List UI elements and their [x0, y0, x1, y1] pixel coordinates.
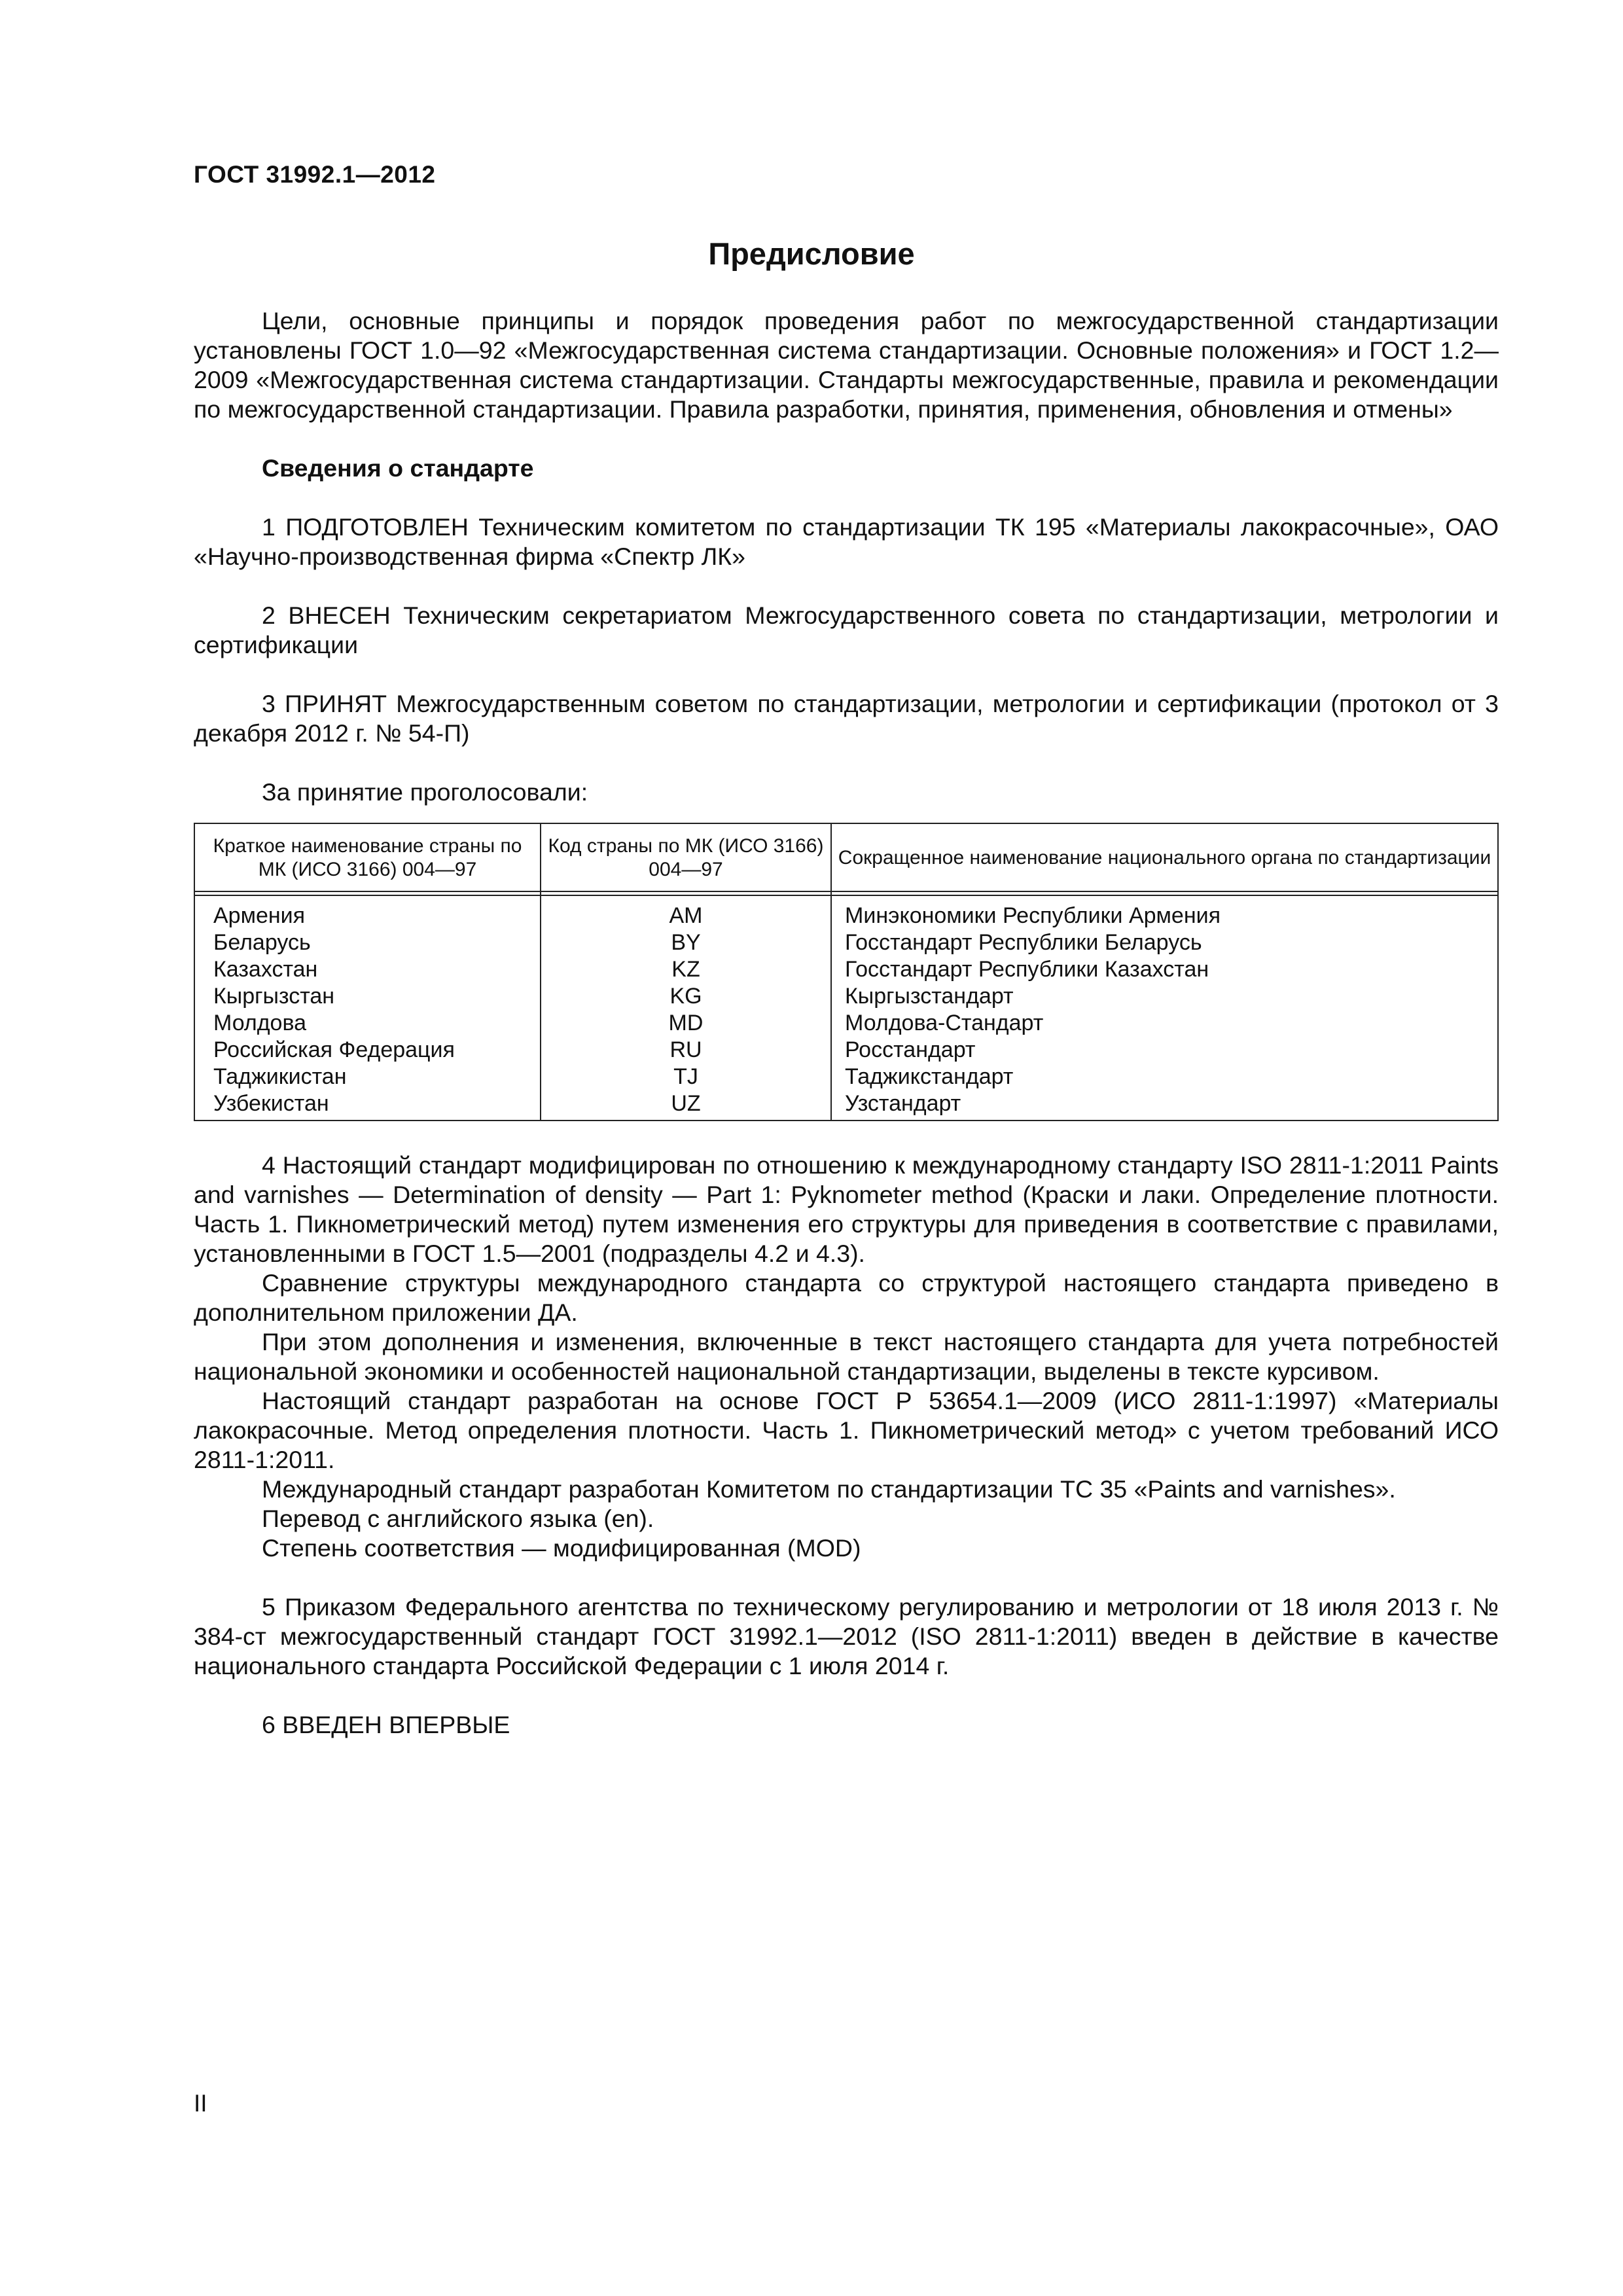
country-name: Российская Федерация	[194, 1037, 541, 1064]
table-row	[194, 895, 1498, 929]
item-modification: 4 Настоящий стандарт модифицирован по отношению к международному стандарту ISO 2811-1:2011 Paints and varnishes — Determination of density — Part 1: Pyknometer method (Краски и лаки. Определение плотности. Часть 1. Пикнометрический метод) путем изменения его структуры для приведения в соответствие с правилами, установленными в ГОСТ 1.5—2001 (подразделы 4.2 и 4.3).	[194, 1151, 1499, 1267]
item-conformity-degree: Степень соответствия — модифицированная (MOD)	[262, 1534, 861, 1562]
country-name: Беларусь	[194, 929, 541, 956]
standard-info-heading: Сведения о стандарте	[262, 454, 534, 482]
item-adopted: 3 ПРИНЯТ Межгосударственным советом по стандартизации, метрологии и сертификации (протокол от 3 декабря 2012 г. № 54-П)	[194, 690, 1499, 747]
country-code: KG	[541, 983, 831, 1010]
country-code: RU	[541, 1037, 831, 1064]
document-code: ГОСТ 31992.1—2012	[194, 161, 436, 188]
table-row	[194, 1090, 1498, 1121]
country-name: Кыргызстан	[194, 983, 541, 1010]
table-header-row	[194, 823, 1498, 891]
country-code: MD	[541, 1010, 831, 1037]
item-basis-standard: Настоящий стандарт разработан на основе ГОСТ Р 53654.1—2009 (ИСО 2811-1:1997) «Материалы лакокрасочные. Метод определения плотности. Часть 1. Пикнометрический метод» с учетом требований ИСО 2811-1:2011.	[194, 1387, 1499, 1473]
country-name: Молдова	[194, 1010, 541, 1037]
table-row	[194, 1037, 1498, 1064]
standards-body: Таджикстандарт	[831, 1064, 1498, 1090]
standards-body: Госстандарт Республики Беларусь	[831, 929, 1498, 956]
country-code: AM	[541, 895, 831, 929]
standards-body: Росстандарт	[831, 1037, 1498, 1064]
country-name: Казахстан	[194, 956, 541, 983]
country-code: UZ	[541, 1090, 831, 1121]
country-name: Таджикистан	[194, 1064, 541, 1090]
item-prepared: 1 ПОДГОТОВЛЕН Техническим комитетом по стандартизации ТК 195 «Материалы лакокрасочные», ОАО «Научно-производственная фирма «Спектр ЛК»	[194, 513, 1499, 570]
page-number: II	[194, 2090, 207, 2117]
item-introduced: 2 ВНЕСЕН Техническим секретариатом Межгосударственного совета по стандартизации, метрологии и сертификации	[194, 601, 1499, 658]
standards-body: Госстандарт Республики Казахстан	[831, 956, 1498, 983]
table-row	[194, 956, 1498, 983]
standards-body: Минэкономики Республики Армения	[831, 895, 1498, 929]
country-name: Армения	[194, 895, 541, 929]
country-code: KZ	[541, 956, 831, 983]
item-international-committee: Международный стандарт разработан Комитетом по стандартизации ТС 35 «Paints and varnishes».	[262, 1475, 1396, 1503]
standards-body: Кыргызстандарт	[831, 983, 1498, 1010]
item-order: 5 Приказом Федерального агентства по техническому регулированию и метрологии от 18 июля 2013 г. № 384-ст межгосударственный стандарт ГОСТ 31992.1—2012 (ISO 2811-1:2011) введен в действие в качестве национального стандарта Российской Федерации с 1 июля 2014 г.	[194, 1593, 1499, 1679]
table-row	[194, 1010, 1498, 1037]
country-code: TJ	[541, 1064, 831, 1090]
table-row	[194, 1064, 1498, 1090]
vote-intro: За принятие проголосовали:	[262, 778, 588, 806]
column-header-code: Код страны по МК (ИСО 3166) 004—97	[541, 823, 831, 891]
voting-countries-table	[194, 823, 1499, 1121]
standards-body: Молдова-Стандарт	[831, 1010, 1498, 1037]
item-translation: Перевод с английского языка (en).	[262, 1505, 654, 1532]
column-header-country: Краткое наименование страны по МК (ИСО 3166) 004—97	[194, 823, 541, 891]
page-title: Предисловие	[708, 236, 915, 271]
table-row	[194, 929, 1498, 956]
item-additions-note: При этом дополнения и изменения, включенные в текст настоящего стандарта для учета потребностей национальной экономики и особенностей национальной стандартизации, выделены в тексте курсивом.	[194, 1328, 1499, 1385]
country-code: BY	[541, 929, 831, 956]
preface-body	[194, 306, 1499, 1740]
item-first-introduced: 6 ВВЕДЕН ВПЕРВЫЕ	[262, 1711, 510, 1738]
table-row	[194, 983, 1498, 1010]
preface-intro: Цели, основные принципы и порядок проведения работ по межгосударственной стандартизации установлены ГОСТ 1.0—92 «Межгосударственная система стандартизации. Основные положения» и ГОСТ 1.2—2009 «Межгосударственная система стандартизации. Стандарты межгосударственные, правила и рекомендации по межгосударственной стандартизации. Правила разработки, принятия, применения, обновления и отмены»	[194, 307, 1499, 423]
country-name: Узбекистан	[194, 1090, 541, 1121]
item-structure-comparison: Сравнение структуры международного стандарта со структурой настоящего стандарта приведено в дополнительном приложении ДА.	[194, 1269, 1499, 1326]
standards-body: Узстандарт	[831, 1090, 1498, 1121]
column-header-organization: Сокращенное наименование национального органа по стандартизации	[831, 823, 1498, 891]
